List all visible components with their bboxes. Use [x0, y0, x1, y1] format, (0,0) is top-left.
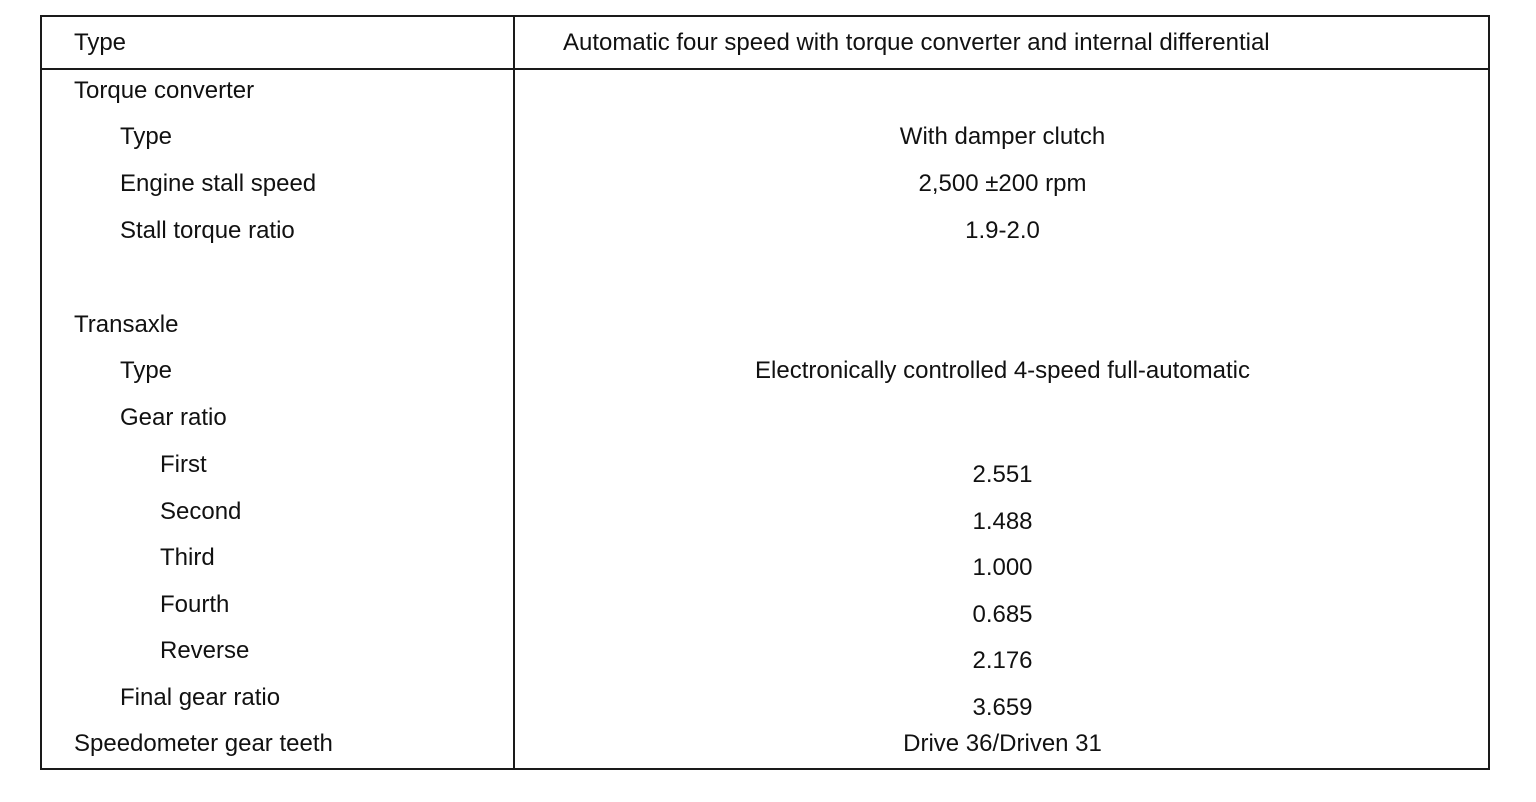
header-label: Type: [74, 29, 127, 56]
row-label-transaxle-type: Type: [120, 357, 173, 384]
spec-table: [40, 15, 1490, 770]
row-value-final-gear-ratio: 3.659: [972, 694, 1033, 721]
section-transaxle: Transaxle: [74, 311, 179, 338]
row-value-stall-torque-ratio: 1.9-2.0: [965, 217, 1040, 244]
row-value-tc-type: With damper clutch: [899, 123, 1106, 150]
row-value-second: 1.488: [972, 508, 1033, 535]
header-rule: [42, 68, 1488, 70]
row-label-fourth: Fourth: [160, 591, 230, 618]
row-value-transaxle-type: Electronically controlled 4-speed full-automatic: [755, 357, 1250, 384]
row-label-final-gear-ratio: Final gear ratio: [120, 684, 281, 711]
row-label-reverse: Reverse: [160, 637, 250, 664]
row-value-engine-stall-speed: 2,500 ±200 rpm: [918, 170, 1087, 197]
row-label-third: Third: [160, 544, 215, 571]
row-label-second: Second: [160, 498, 242, 525]
row-label-tc-type: Type: [120, 123, 173, 150]
row-value-first: 2.551: [972, 461, 1033, 488]
row-value-reverse: 2.176: [972, 647, 1033, 674]
row-label-first: First: [160, 451, 207, 478]
row-label-gear-ratio: Gear ratio: [120, 404, 227, 431]
row-label-stall-torque-ratio: Stall torque ratio: [120, 217, 295, 244]
row-value-speedometer-gear-teeth: Drive 36/Driven 31: [903, 730, 1102, 757]
row-label-speedometer-gear-teeth: Speedometer gear teeth: [74, 730, 333, 757]
row-label-engine-stall-speed: Engine stall speed: [120, 170, 317, 197]
row-value-fourth: 0.685: [972, 601, 1033, 628]
header-value: Automatic four speed with torque converter and internal differential: [563, 29, 1270, 56]
section-torque-converter: Torque converter: [74, 77, 255, 104]
row-value-third: 1.000: [972, 554, 1033, 581]
